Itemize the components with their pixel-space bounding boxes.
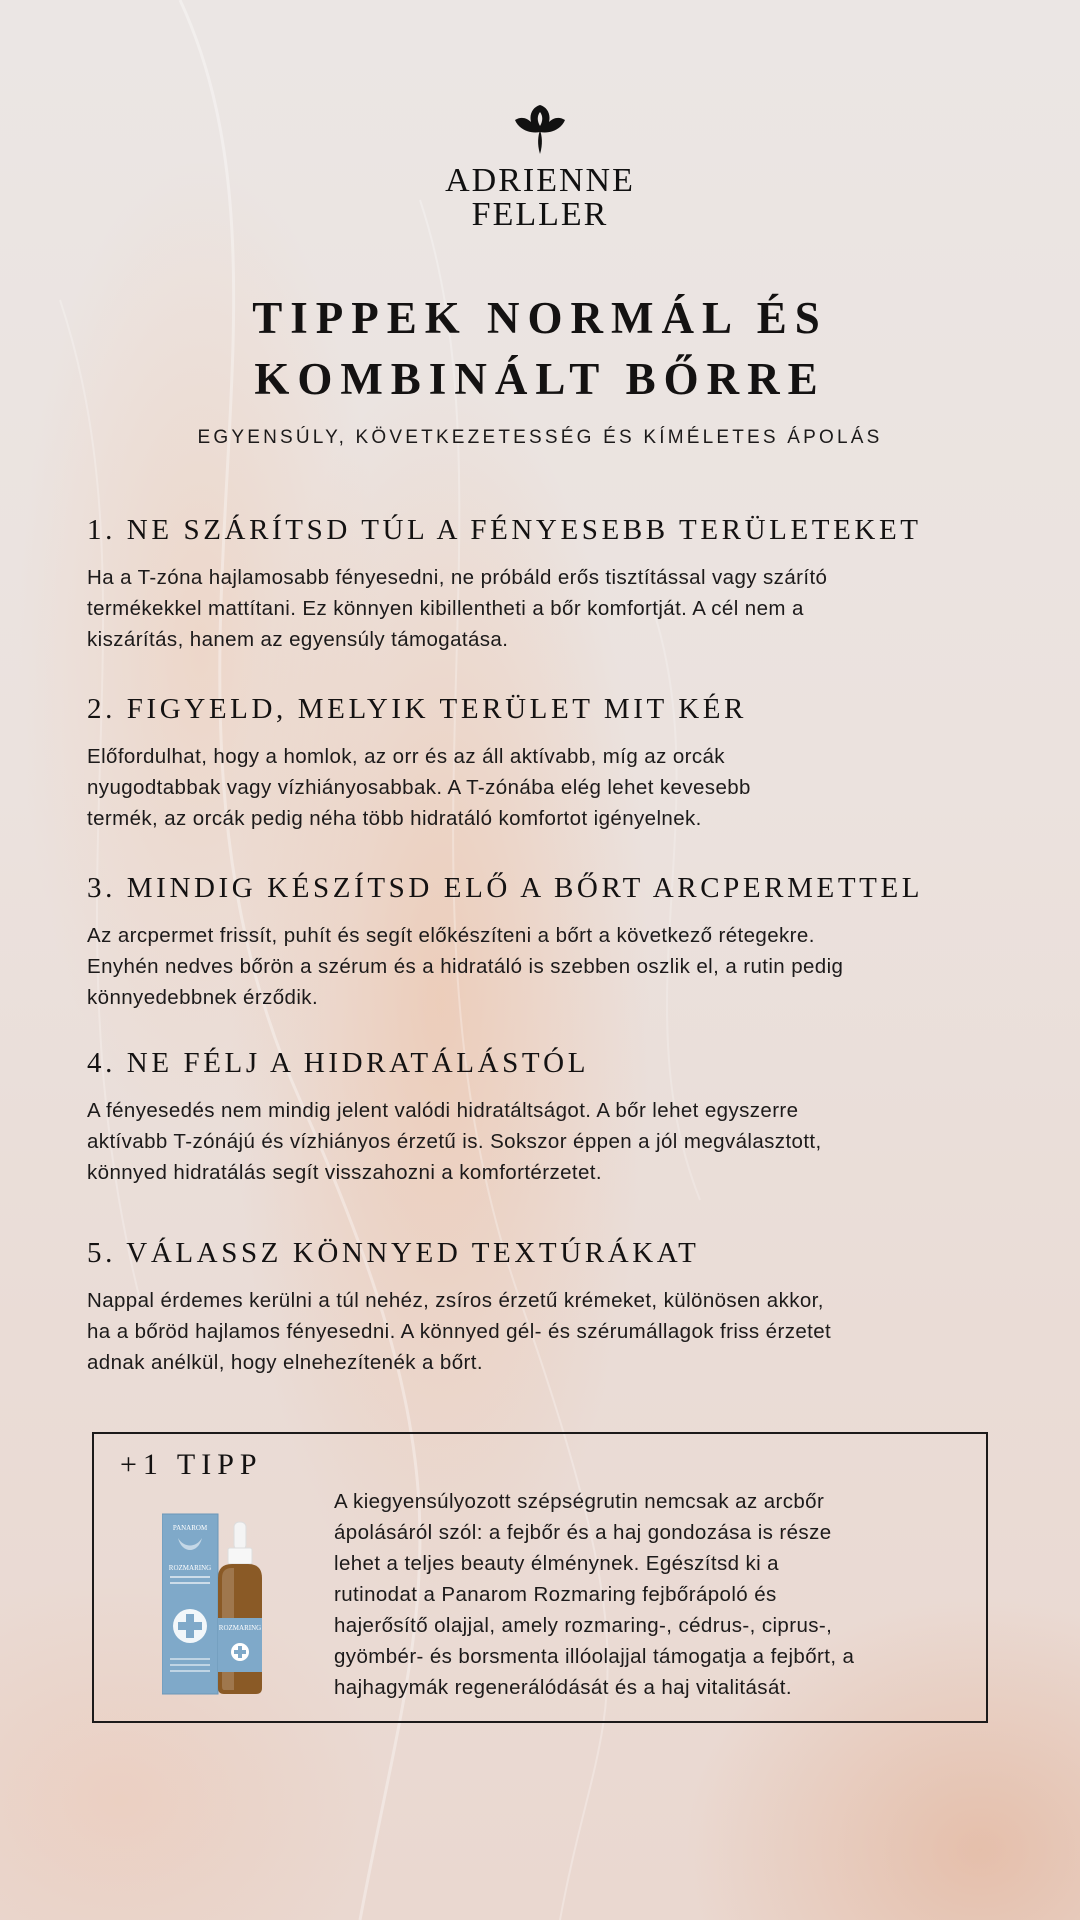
tip-text-line: könnyedebbnek érződik.	[87, 986, 319, 1009]
tip-text-line: adnak anélkül, hogy elnehezítenék a bőrt.	[87, 1351, 483, 1374]
tip-text-line: aktívabb T-zónájú és vízhiányos érzetű is. Sokszor éppen a jól megválasztott,	[87, 1130, 822, 1153]
bonus-tip-title: +1 TIPP	[120, 1448, 263, 1481]
cross-emblem-icon	[173, 1609, 207, 1643]
tip-text-line: A fényesedés nem mindig jelent valódi hidratáltságot. A bőr lehet egyszerre	[87, 1099, 799, 1122]
bonus-text-line: A kiegyensúlyozott szépségrutin nemcsak az arcbőr	[334, 1490, 825, 1513]
tip-2	[87, 691, 1007, 834]
tip-text	[87, 1285, 987, 1378]
page-title-line1: TIPPEK NORMÁL ÉS	[252, 293, 828, 343]
bonus-text-line: rutinodat a Panarom Rozmaring fejbőrápoló és	[334, 1583, 777, 1606]
brand-name-line1: ADRIENNE	[445, 162, 635, 199]
bonus-text-line: hajerősítő olajjal, amely rozmaring-, cédrus-, ciprus-,	[334, 1614, 833, 1637]
tip-3	[87, 870, 1007, 1013]
tip-text-line: Az arcpermet frissít, puhít és segít előkészíteni a bőrt a következő rétegekre.	[87, 924, 815, 947]
tip-text	[87, 1095, 987, 1188]
tip-text-line: könnyed hidratálás segít visszahozni a komfortérzetet.	[87, 1161, 602, 1184]
flower-logo-icon	[513, 104, 567, 156]
tip-text	[87, 562, 987, 655]
tip-1	[87, 512, 1007, 655]
box-brand-text: PANAROM	[172, 1524, 208, 1532]
bottle-label-text: ROZMARING	[218, 1624, 262, 1632]
page-title	[0, 288, 1080, 410]
tip-heading: 1. NE SZÁRÍTSD TÚL A FÉNYESEBB TERÜLETEKET	[87, 514, 922, 546]
tip-heading: 2. FIGYELD, MELYIK TERÜLET MIT KÉR	[87, 693, 747, 725]
bonus-tip-text	[334, 1486, 974, 1703]
tip-text-line: Ha a T-zóna hajlamosabb fényesedni, ne próbáld erős tisztítással vagy szárító	[87, 566, 828, 589]
tip-text-line: termék, az orcák pedig néha több hidratáló komfortot igényelnek.	[87, 807, 702, 830]
tip-text-line: kiszárítás, hanem az egyensúly támogatása.	[87, 628, 509, 651]
box-product-name: ROZMARING	[168, 1564, 212, 1572]
tip-text-line: Nappal érdemes kerülni a túl nehéz, zsíros érzetű krémeket, különösen akkor,	[87, 1289, 824, 1312]
bonus-text-line: lehet a teljes beauty élménynek. Egészítsd ki a	[334, 1552, 779, 1575]
tip-text	[87, 920, 987, 1013]
tip-text-line: Enyhén nedves bőrön a szérum és a hidratáló is szebben oszlik el, a rutin pedig	[87, 955, 844, 978]
bonus-text-line: gyömbér- és borsmenta illóolajjal támogatja a fejbőrt, a	[334, 1645, 855, 1668]
page-title-line2: KOMBINÁLT BŐRRE	[254, 354, 826, 404]
tip-text-line: termékekkel mattítani. Ez könnyen kibillentheti a bőr komfortját. A cél nem a	[87, 597, 804, 620]
tip-text-line: Előfordulhat, hogy a homlok, az orr és az áll aktívabb, míg az orcák	[87, 745, 725, 768]
tip-4	[87, 1045, 1007, 1188]
tip-heading: 5. VÁLASSZ KÖNNYED TEXTÚRÁKAT	[87, 1237, 700, 1269]
bonus-tip-box	[92, 1432, 988, 1723]
tip-text-line: nyugodtabbak vagy vízhiányosabbak. A T-zónába elég lehet kevesebb	[87, 776, 751, 799]
tip-heading: 4. NE FÉLJ A HIDRATÁLÁSTÓL	[87, 1047, 590, 1079]
product-image	[162, 1508, 272, 1698]
bonus-text-line: ápolásáról szól: a fejbőr és a haj gondozása is része	[334, 1521, 832, 1544]
page-subtitle: EGYENSÚLY, KÖVETKEZETESSÉG ÉS KÍMÉLETES ÁPOLÁS	[197, 427, 883, 448]
tip-text-line: ha a bőröd hajlamos fényesedni. A könnyed gél- és szérumállagok friss érzetet	[87, 1320, 832, 1343]
brand-logo	[0, 104, 1080, 232]
tip-5	[87, 1235, 1007, 1378]
brand-name-line2: FELLER	[471, 196, 609, 233]
tip-heading: 3. MINDIG KÉSZÍTSD ELŐ A BŐRT ARCPERMETTEL	[87, 872, 924, 904]
bonus-text-line: hajhagymák regenerálódását és a haj vitalitását.	[334, 1676, 792, 1699]
tip-text	[87, 741, 987, 834]
